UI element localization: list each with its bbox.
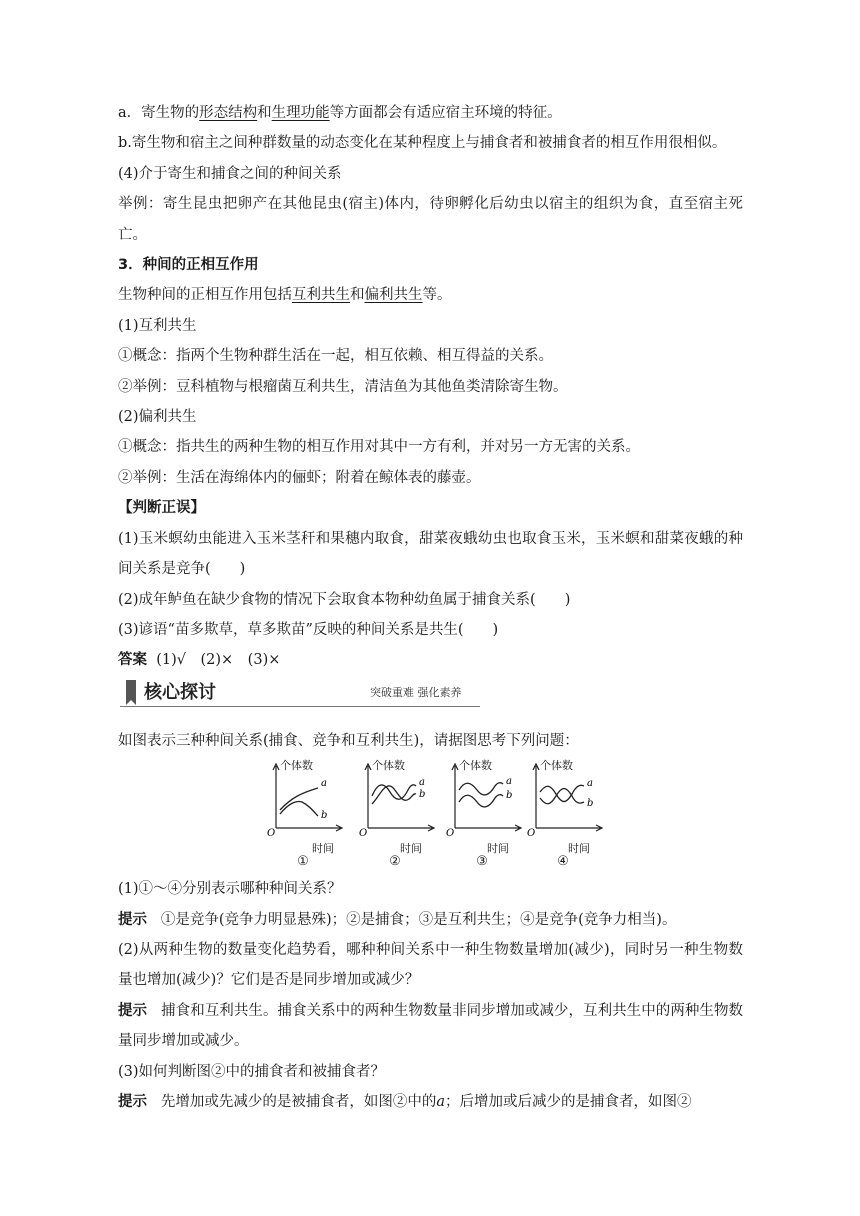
hint-text: 先增加或先减少的是被捕食者，如图②中的 [160,1093,437,1110]
origin-label: O [359,828,368,839]
judge-heading: 【判断正误】 [118,500,205,517]
answer-line [118,645,743,675]
hint-1 [118,905,743,935]
curve-a [372,785,416,799]
curve-a [459,783,503,795]
figure-number: ④ [557,854,569,870]
x-axis-label: 时间 [312,842,334,856]
text: 等方面都会有适应宿主环境的特征。 [329,105,562,121]
x-axis-label: 时间 [400,842,422,856]
intro-paragraph: 如图表示三种种间关系(捕食、竞争和互利共生)，请据图思考下列问题： [118,732,579,749]
mutualism-example: ②举例：豆科植物与根瘤菌互利共生，清洁鱼为其他鱼类清除寄生物。 [118,378,568,395]
figure-2 [358,758,438,870]
text: 生物种间的正相互作用包括 [118,287,292,304]
underlined-term: 形态结构 [199,105,258,121]
underlined-term: 互利共生 [292,287,350,304]
x-axis [276,825,342,831]
x-axis [536,825,602,831]
x-axis [368,825,434,831]
hint-text: ①是竞争(竞争力明显悬殊)；②是捕食；③是互利共生；④是竞争(竞争力相当)。 [160,911,677,928]
hint-emphasis: a [436,1093,445,1110]
y-axis [533,764,539,828]
hint-label: 提示 [118,911,147,928]
origin-label: O [267,828,276,839]
positive-interaction-paragraph [118,280,743,310]
answer-text: (1)√ (2)× (3)× [156,652,281,669]
figure-3 [445,758,525,870]
series-a-label: a [419,777,425,789]
subheading-mutualism: (1)互利共生 [118,317,197,334]
y-axis [273,764,279,828]
content [118,98,743,1117]
y-axis-label: 个体数 [280,759,313,773]
figure-number: ① [297,854,309,870]
judge-item-3: (3)谚语“苗多欺草，草多欺苗”反映的种间关系是共生( ) [118,621,499,638]
figure-number: ② [389,854,401,870]
series-a-label: a [506,776,512,788]
y-axis [452,764,458,828]
subheading-commensalism: (2)偏利共生 [118,409,197,426]
figure-number: ③ [476,854,488,870]
text: 等。 [422,287,452,304]
mutualism-concept: ①概念：指两个生物种群生活在一起，相互依赖、相互得益的关系。 [118,348,553,365]
hint-text: 捕食和互利共生。捕食关系中的两种生物数量非同步增加或减少，互利共生中的两种生物数量同步增加或减少。 [118,1002,744,1050]
section-banner [118,678,743,708]
figure-group [118,758,743,868]
question-3: (3)如何判断图②中的捕食者和被捕食者？ [118,1063,386,1080]
banner-subtitle: 突破重难 强化素养 [370,685,462,699]
hint-label: 提示 [118,1093,147,1110]
y-axis [365,764,371,828]
paragraph-a [118,98,743,128]
series-b-label: b [506,790,513,802]
banner-title: 核心探讨 [144,681,216,703]
commensalism-concept: ①概念：指共生的两种生物的相互作用对其中一方有利，并对另一方无害的关系。 [118,439,640,456]
curve-a [280,788,318,810]
origin-label: O [527,828,536,839]
hint-text: ；后增加或后减少的是捕食者，如图② [444,1093,692,1110]
series-b-label: b [321,810,328,822]
question-1: (1)①～④分别表示哪种种间关系？ [118,881,342,898]
question-2: (2)从两种生物的数量变化趋势看，哪种种间关系中一种生物数量增加(减少)，同时另一种生物数量也增加(减少)？它们是否是同步增加或减少？ [118,941,743,989]
figure-1 [266,758,346,870]
paragraph-b: b.寄生物和宿主之间种群数量的动态变化在某种程度上与捕食者和被捕食者的相互作用很相似。 [118,135,727,152]
section-heading-3: 3．种间的正相互作用 [118,257,259,274]
y-axis-label: 个体数 [372,759,405,773]
x-axis-label: 时间 [568,842,590,856]
judge-item-2: (2)成年鲈鱼在缺少食物的情况下会取食本物种幼鱼属于捕食关系( ) [118,591,571,608]
series-a-label: a [587,778,593,790]
underlined-term: 生理功能 [271,105,330,121]
y-axis-label: 个体数 [540,759,573,773]
hint-label: 提示 [118,1002,148,1019]
hint-3 [118,1087,743,1117]
answer-label: 答案 [118,652,147,669]
curve-a [540,785,584,801]
subheading-4: (4)介于寄生和捕食之间的种间关系 [118,165,342,182]
series-b-label: b [419,789,426,801]
text: 和 [257,105,272,121]
origin-label: O [446,828,455,839]
example-paragraph: 举例：寄生昆虫把卵产在其他昆虫(宿主)体内，待卵孵化后幼虫以宿主的组织为食，直至宿主死亡。 [118,196,743,243]
commensalism-example: ②举例：生活在海绵体内的俪虾；附着在鲸体表的藤壶。 [118,469,481,486]
underlined-term: 偏利共生 [364,287,423,304]
curve-b [459,795,503,807]
series-b-label: b [587,798,594,810]
x-axis [455,825,521,831]
hint-2 [118,996,743,1057]
x-axis-label: 时间 [487,842,509,856]
series-a-label: a [321,778,327,790]
text: a．寄生物的 [118,105,200,121]
banner-underline [120,706,480,707]
text: 和 [350,287,365,304]
y-axis-label: 个体数 [459,759,492,773]
figure-4 [526,758,606,870]
judge-item-1: (1)玉米螟幼虫能进入玉米茎秆和果穗内取食，甜菜夜蛾幼虫也取食玉米，玉米螟和甜菜夜蛾的种间关系是竞争( ) [118,530,743,578]
bookmark-icon [126,680,136,700]
